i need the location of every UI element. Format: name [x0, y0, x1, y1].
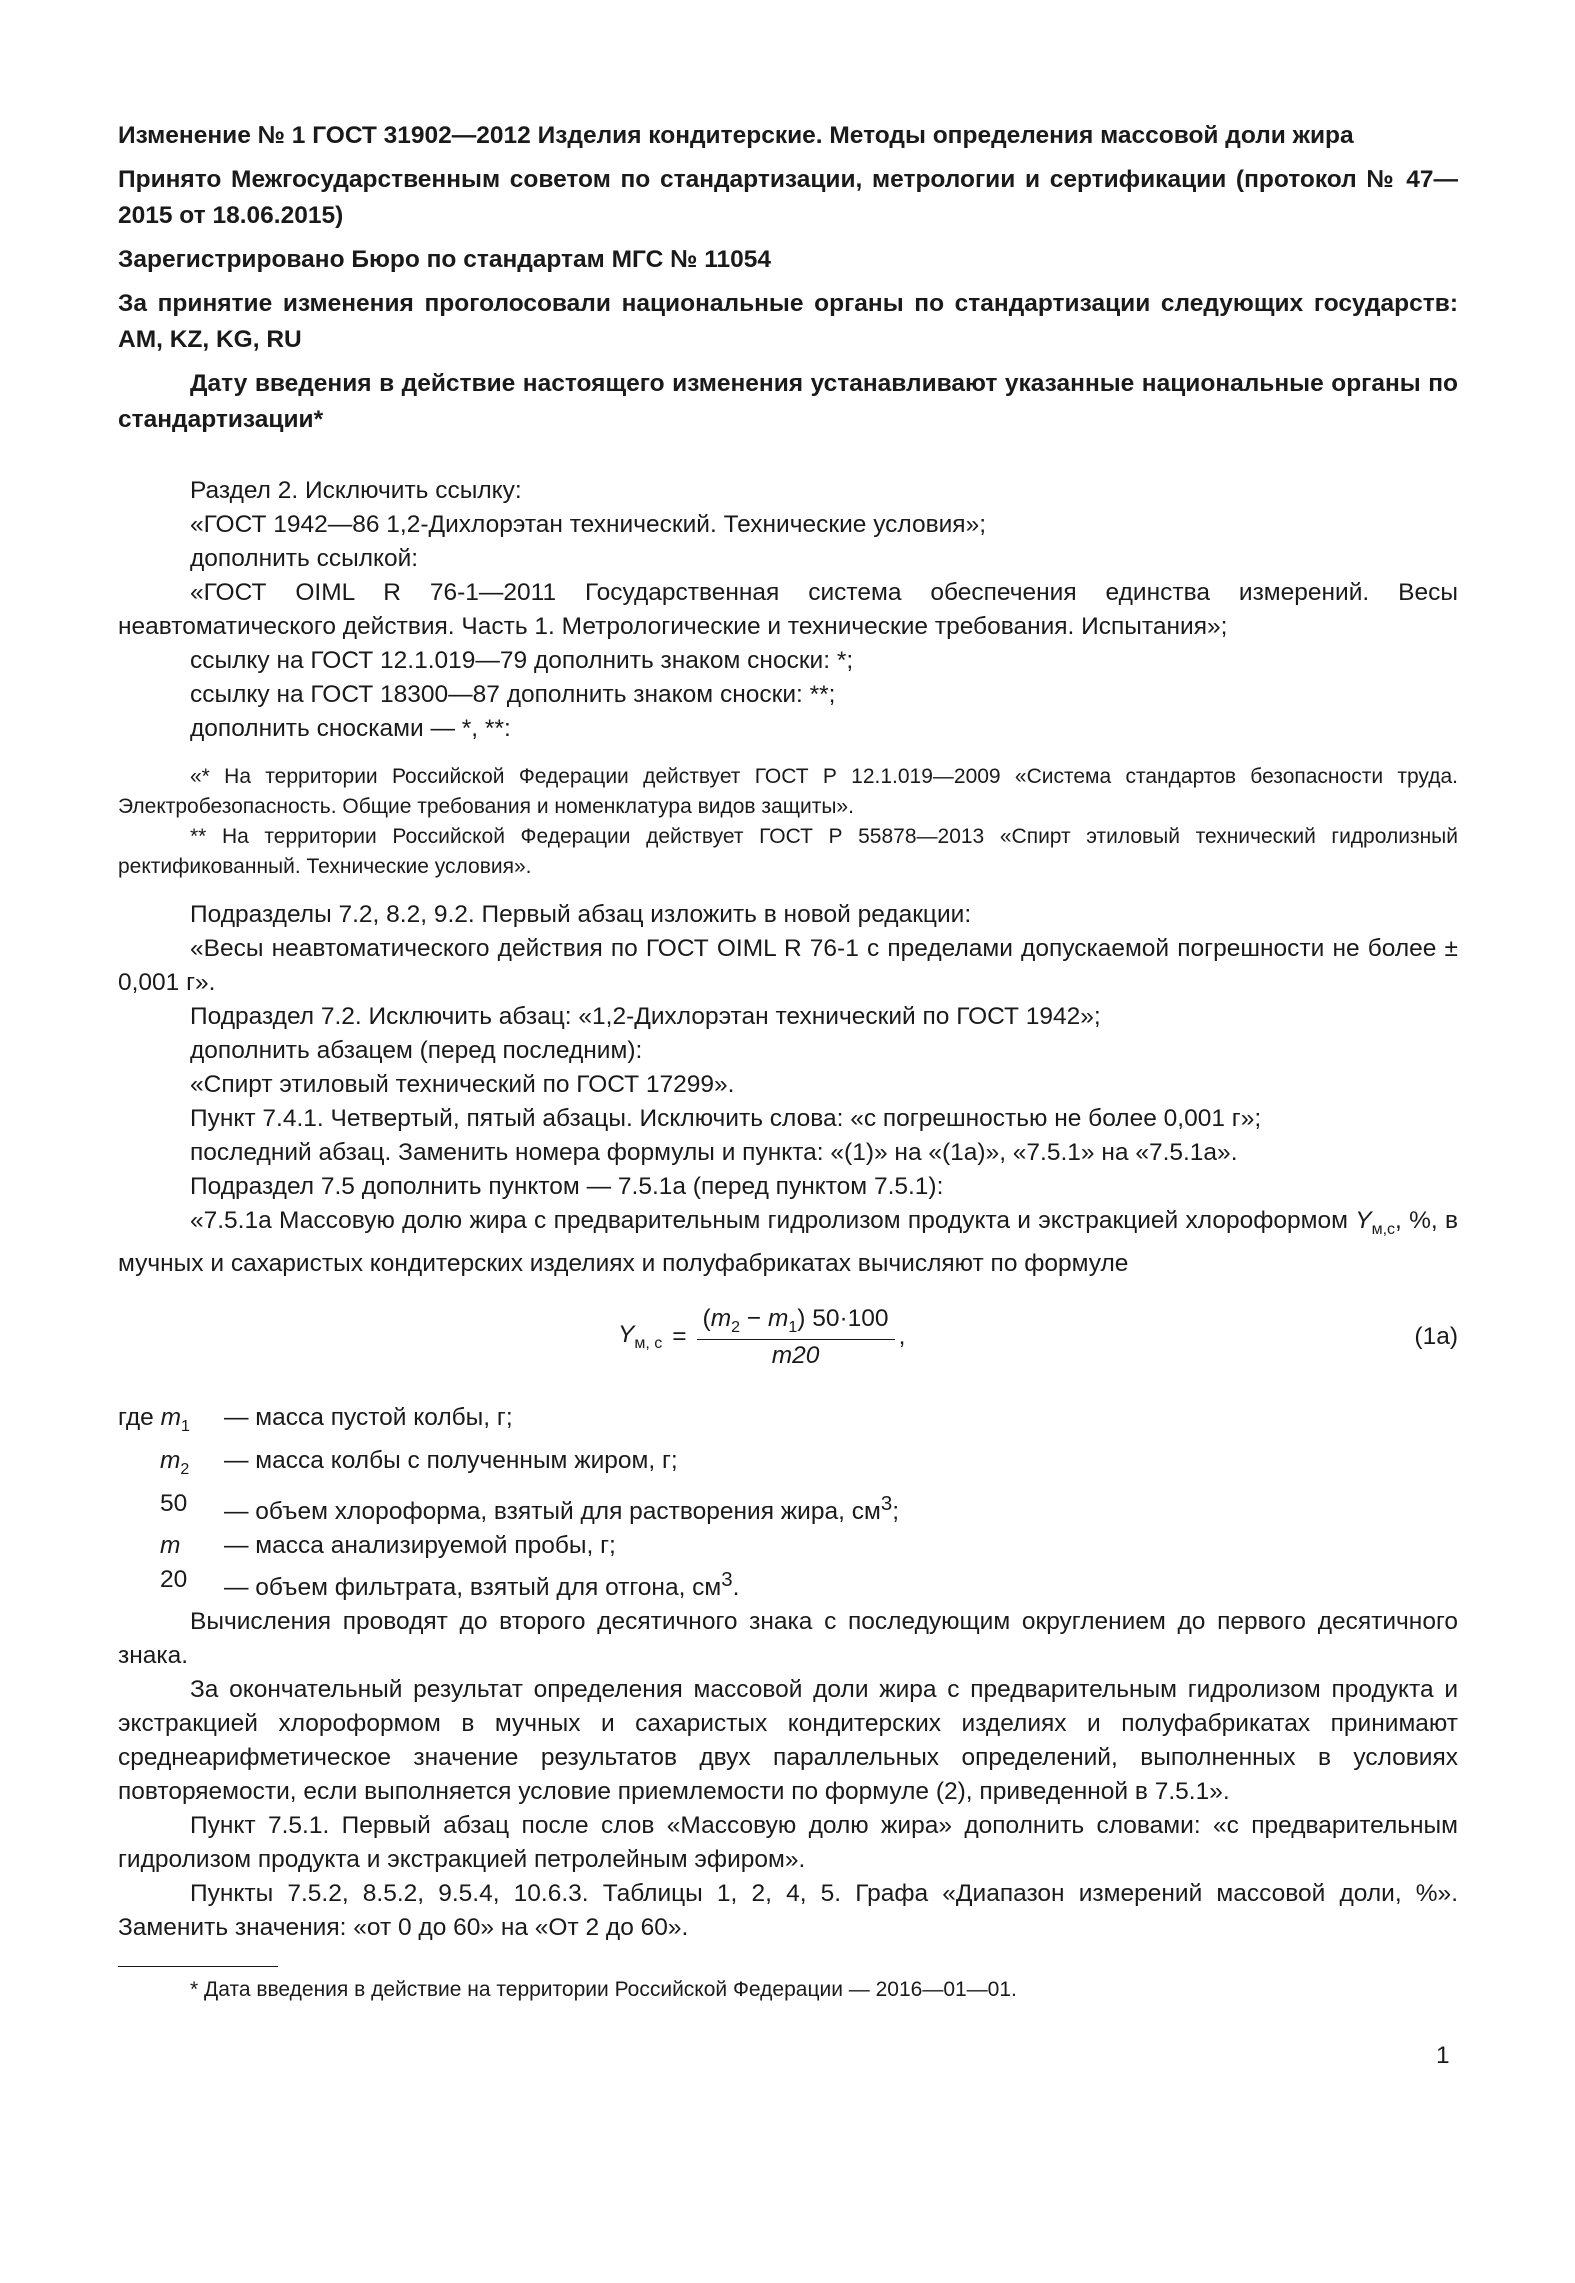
legend-description [224, 1487, 899, 1529]
variable: m [710, 1304, 732, 1332]
paragraph: За окончательный результат определения массовой доли жира с предварительным гидролизом продукта и экстракцией хлороформом в мучных и сахаристых кондитерских изделиях и полуфабрикатах принимают среднеарифметическое значение результатов двух параллельных определений, выполненных в условиях повторяемости, если выполняется условие приемлемости по формуле (2), приведенной в 7.5.1». [118, 1675, 1458, 1805]
superscript: 3 [880, 1492, 893, 1515]
formula-lhs [618, 1321, 662, 1353]
paragraph: Пункт 7.5.1. Первый абзац после слов «Массовую долю жира» дополнить словами: «с предварительным гидролизом продукта и экстракцией петролейным эфиром». [118, 1811, 1458, 1873]
text-run: , %, в мучных и сахаристых кондитерских изделиях и полуфабрикатах вычисляют по формуле [118, 1207, 1458, 1277]
page-number: 1 [1436, 2042, 1450, 2069]
text-run: 20 [160, 1565, 188, 1593]
paragraph: Подраздел 7.5 дополнить пунктом — 7.5.1а (перед пунктом 7.5.1): [190, 1173, 944, 1200]
footnote-separator [118, 1966, 278, 1967]
equals-sign: = [672, 1323, 687, 1351]
fraction [697, 1305, 895, 1370]
variable-subscript: 1 [181, 1417, 190, 1435]
paragraph: ссылку на ГОСТ 18300—87 дополнить знаком сноски: **; [190, 681, 836, 708]
legend-description: — масса пустой колбы, г; [224, 1403, 513, 1431]
text-run: «7.5.1а Массовую долю жира с предварительным гидролизом продукта и экстракцией хлороформом [190, 1207, 1356, 1234]
text-run: где [118, 1403, 161, 1431]
paragraph: «Весы неавтоматического действия по ГОСТ OIML R 76-1 с пределами допускаемой погрешности не более ± 0,001 г». [118, 935, 1458, 996]
legend-row [118, 1563, 1458, 1605]
legend-symbol [118, 1563, 224, 1605]
formula-expression [618, 1305, 905, 1370]
equation-number: (1а) [1414, 1322, 1458, 1350]
variable: Y [1355, 1207, 1372, 1234]
amendment-title: Изменение № 1 ГОСТ 31902—2012 Изделия кондитерские. Методы определения массовой доли жира [118, 122, 1354, 149]
paragraph: Пункты 7.5.2, 8.5.2, 9.5.4, 10.6.3. Таблицы 1, 2, 4, 5. Графа «Диапазон измерений массовой доли, %». Заменить значения: «от 0 до 60» на «От 2 до 60». [118, 1879, 1458, 1941]
text-run: ; [892, 1497, 899, 1525]
variable: Y [618, 1321, 635, 1349]
inserted-footnote-1: «* На территории Российской Федерации действует ГОСТ Р 12.1.019—2009 «Система стандартов безопасности труда. Электробезопасность. Общие требования и номенклатура видов защиты». [118, 765, 1458, 818]
legend-row [118, 1487, 1458, 1529]
legend-row [118, 1444, 1458, 1487]
variable: m [160, 1446, 181, 1474]
variable: m [160, 1403, 181, 1431]
paragraph: дополнить абзацем (перед последним): [190, 1037, 643, 1064]
formula-comma: , [898, 1323, 906, 1351]
effective-date-statement: Дату введения в действие настоящего изменения устанавливают указанные национальные органы по стандартизации* [118, 370, 1458, 433]
variable-subscript: м,с [1371, 1220, 1396, 1238]
registration-statement: Зарегистрировано Бюро по стандартам МГС № 11054 [118, 246, 771, 273]
section-2-changes [118, 474, 1458, 882]
legend-symbol [118, 1487, 224, 1529]
legend-symbol [118, 1529, 224, 1563]
paragraph: Подразделы 7.2, 8.2, 9.2. Первый абзац изложить в новой редакции: [190, 901, 972, 928]
legend-description: — масса анализируемой пробы, г; [224, 1531, 616, 1559]
legend-description: — масса колбы с полученным жиром, г; [224, 1446, 678, 1474]
text-run: − [740, 1304, 768, 1332]
text-run: ( [702, 1304, 711, 1332]
paragraph: ссылку на ГОСТ 12.1.019—79 дополнить знаком сноски: *; [190, 647, 854, 674]
paragraph: последний абзац. Заменить номера формулы и пункта: «(1)» на «(1а)», «7.5.1» на «7.5.1а». [190, 1139, 1238, 1166]
paragraph: «ГОСТ 1942—86 1,2-Дихлорэтан технический. Технические условия»; [190, 511, 987, 538]
superscript: 3 [721, 1568, 733, 1591]
fraction-denominator [772, 1340, 820, 1370]
legend-row [118, 1401, 1458, 1444]
legend-symbol [118, 1444, 224, 1487]
text-run: — объем хлороформа, взятый для растворения жира, см [224, 1497, 881, 1525]
formula-legend [118, 1401, 1458, 1605]
adopted-statement: Принято Межгосударственным советом по стандартизации, метрологии и сертификации (протокол № 47—2015 от 18.06.2015) [118, 166, 1458, 229]
paragraph-formula-intro [118, 1204, 1458, 1281]
paragraph: Вычисления проводят до второго десятичного знака с последующим округлением до первого десятичного знака. [118, 1607, 1458, 1669]
variable-subscript: 1 [788, 1318, 798, 1336]
legend-row [118, 1529, 1458, 1563]
document-body [118, 118, 1458, 1945]
text-run: . [732, 1573, 740, 1601]
text-run: ) 50·100 [797, 1304, 889, 1332]
variable: m [160, 1531, 181, 1559]
paragraph: «ГОСТ OIML R 76-1—2011 Государственная система обеспечения единства измерений. Весы неавтоматического действия. Часть 1. Метрологические и технические требования. Испытания»; [118, 579, 1458, 640]
paragraph: Раздел 2. Исключить ссылку: [190, 477, 522, 504]
paragraph: дополнить сносками — *, **: [190, 715, 511, 742]
legend-description [224, 1563, 739, 1605]
paragraph: Подраздел 7.2. Исключить абзац: «1,2-Дихлорэтан технический по ГОСТ 1942»; [190, 1003, 1101, 1030]
variable: m20 [771, 1341, 820, 1369]
paragraph: Пункт 7.4.1. Четвертый, пятый абзацы. Исключить слова: «с погрешностью не более 0,001 г»; [190, 1105, 1262, 1132]
legend-symbol [118, 1401, 224, 1444]
variable-subscript: м, с [634, 1335, 663, 1353]
spacer [118, 746, 1458, 762]
spacer [118, 882, 1458, 898]
voting-statement: За принятие изменения проголосовали национальные органы по стандартизации следующих государств: AM, KZ, KG, RU [118, 290, 1458, 353]
formula-1a [118, 1297, 1458, 1389]
variable-subscript: 2 [180, 1460, 190, 1478]
variable-subscript: 2 [731, 1318, 741, 1336]
text-run: — объем фильтрата, взятый для отгона, см [224, 1573, 722, 1601]
text-run: 50 [160, 1489, 188, 1517]
page-footnote: * Дата введения в действие на территории Российской Федерации — 2016—01—01. [190, 1978, 1017, 2001]
variable: m [767, 1304, 789, 1332]
inserted-footnote-2: ** На территории Российской Федерации действует ГОСТ Р 55878—2013 «Спирт этиловый технический гидролизный ректификованный. Технические условия». [118, 825, 1458, 878]
fraction-numerator [697, 1305, 895, 1340]
paragraph: дополнить ссылкой: [190, 545, 419, 572]
paragraph: «Спирт этиловый технический по ГОСТ 17299». [190, 1071, 735, 1098]
